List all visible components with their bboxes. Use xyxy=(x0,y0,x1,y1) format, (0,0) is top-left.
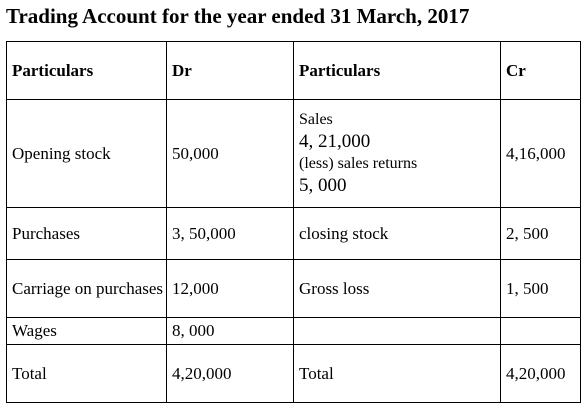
cr-particular-cell xyxy=(294,100,501,208)
sales-returns-amount: 5, 000 xyxy=(299,174,347,196)
header-cr-particulars: Particulars xyxy=(294,42,501,100)
dr-total-label: Total xyxy=(7,345,167,403)
cr-total-amount: 4,20,000 xyxy=(501,345,581,403)
page-title: Trading Account for the year ended 31 March, 2017 xyxy=(6,4,470,28)
table-header-row xyxy=(7,42,581,100)
sales-amount: 4, 21,000 xyxy=(299,130,371,152)
cr-total-label: Total xyxy=(294,345,501,403)
table-total-row xyxy=(7,345,581,403)
table-row xyxy=(7,208,581,260)
dr-particular-cell: Opening stock xyxy=(7,100,167,208)
sales-returns-label: (less) sales returns xyxy=(299,154,418,172)
header-dr: Dr xyxy=(167,42,294,100)
dr-particular-cell: Carriage on purchases xyxy=(7,260,167,318)
cr-amount-cell: 2, 500 xyxy=(501,208,581,260)
dr-amount-cell: 50,000 xyxy=(167,100,294,208)
cr-particular-cell: closing stock xyxy=(294,208,501,260)
table-row xyxy=(7,260,581,318)
header-cr: Cr xyxy=(501,42,581,100)
trading-account-table xyxy=(6,41,581,403)
cr-particular-cell: Gross loss xyxy=(294,260,501,318)
cr-amount-cell: 1, 500 xyxy=(501,260,581,318)
dr-amount-cell: 12,000 xyxy=(167,260,294,318)
dr-particular-cell: Purchases xyxy=(7,208,167,260)
table-row xyxy=(7,100,581,208)
dr-particular-cell: Wages xyxy=(7,318,167,345)
table-row xyxy=(7,318,581,345)
header-dr-particulars: Particulars xyxy=(7,42,167,100)
dr-total-amount: 4,20,000 xyxy=(167,345,294,403)
cr-amount-cell xyxy=(501,318,581,345)
cr-amount-cell: 4,16,000 xyxy=(501,100,581,208)
dr-amount-cell: 8, 000 xyxy=(167,318,294,345)
dr-amount-cell: 3, 50,000 xyxy=(167,208,294,260)
cr-particular-cell xyxy=(294,318,501,345)
sales-label: Sales xyxy=(299,110,333,128)
